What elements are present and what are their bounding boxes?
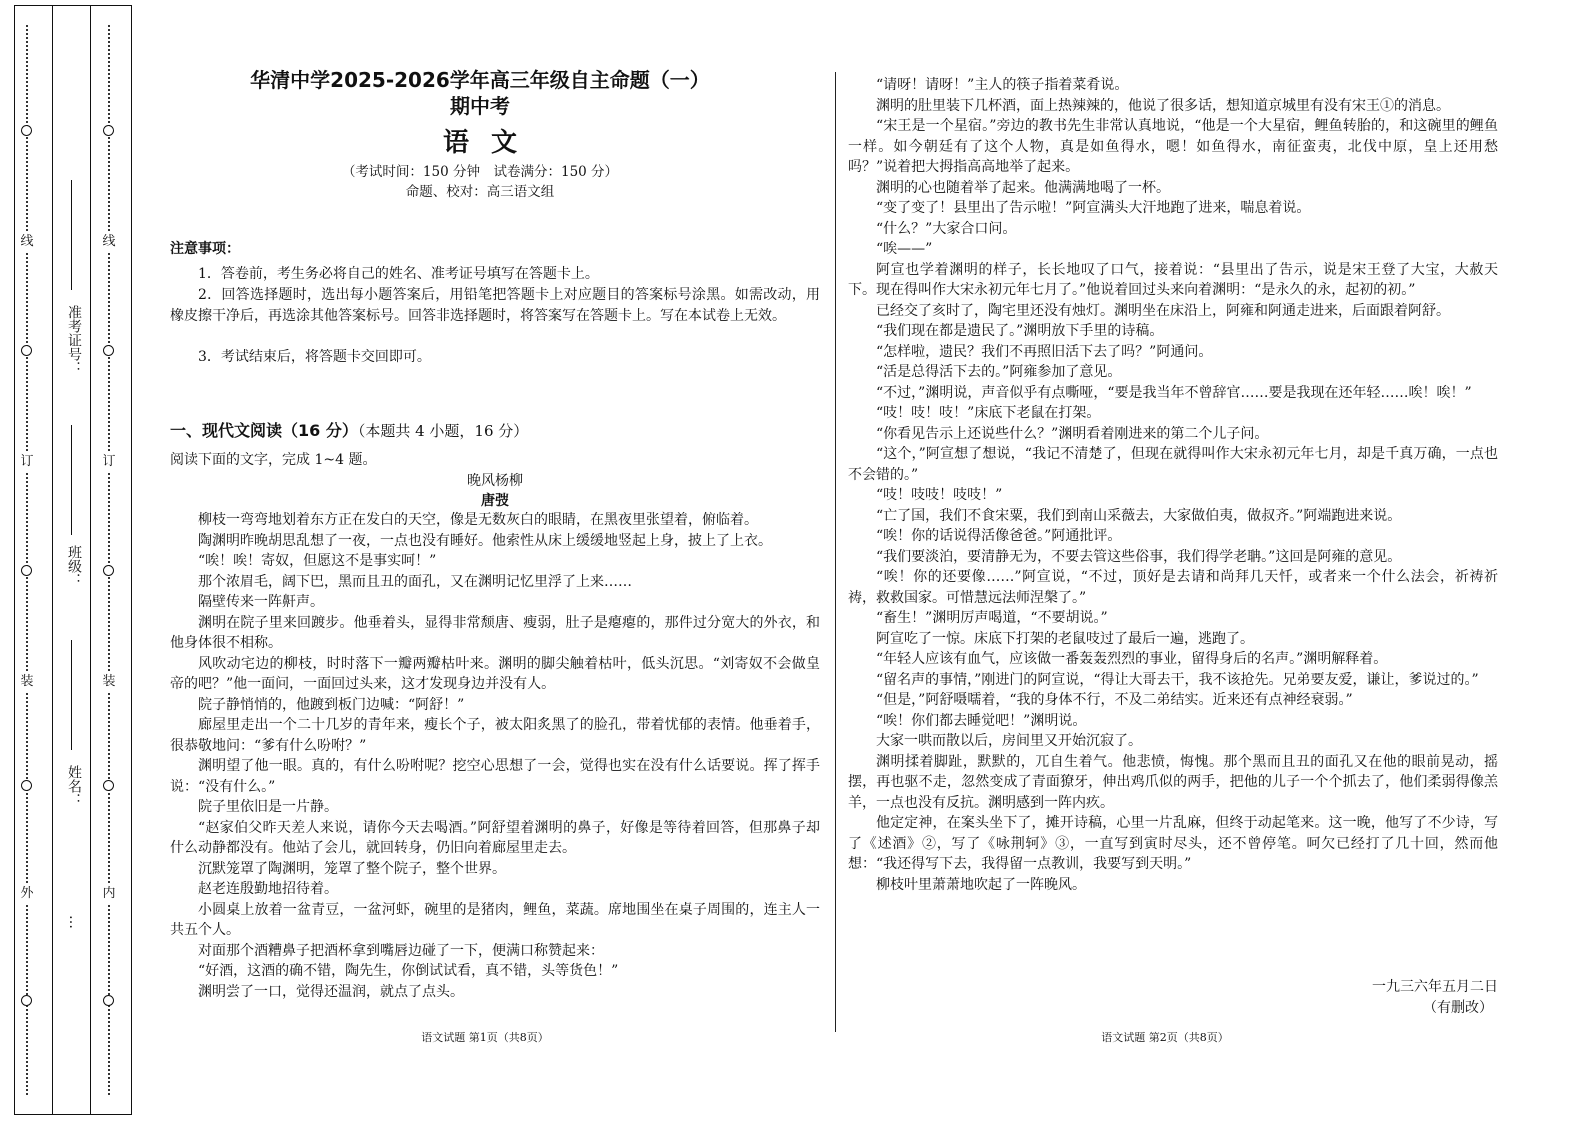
outer-mark-ding: 订 bbox=[20, 454, 34, 469]
story-paragraph: 廊屋里走出一个二十几岁的青年来，瘦长个子，被太阳炙黑了的脸孔，带着忧郁的表情。他垂着手，很恭敬地问：“爹有什么吩咐？” bbox=[170, 717, 820, 754]
story-paragraph: “不过，”渊明说，声音似乎有点嘶哑，“要是我当年不曾辞官……要是我现在还年轻……唉！唉！” bbox=[876, 384, 1472, 401]
inner-mark-xian: 线 bbox=[102, 234, 116, 249]
story-paragraph: 渊明的肚里装下几杯酒，面上热辣辣的，他说了很多话，想知道京城里有没有宋王①的消息。 bbox=[876, 97, 1450, 114]
story-paragraph: 阿宣也学着渊明的样子，长长地叹了口气，接着说：“县里出了告示，说是宋王登了大宝，大赦天下。现在得叫作大宋永初元年七月了。”他说着回过头来向着渊明：“是永久的永，起初的初。” bbox=[848, 261, 1498, 298]
story-paragraph: “但是，”阿舒嗫嚅着，“我的身体不行，不及二弟结实。近来还有点神经衰弱。” bbox=[876, 692, 1353, 708]
inner-dotted-line bbox=[108, 25, 110, 1095]
story-paragraph: “怎样啦，遗民？我们不再照旧活下去了吗？”阿通问。 bbox=[876, 343, 1213, 360]
notice-item: 3．考试结束后，将答题卡交回即可。 bbox=[198, 349, 431, 365]
story-paragraph: 渊明尝了一口，觉得还温润，就点了点头。 bbox=[198, 983, 464, 1000]
binding-circle bbox=[103, 780, 114, 791]
story-paragraph: “畜生！”渊明厉声喝道，“不要胡说。” bbox=[876, 610, 1108, 626]
story-author: 唐弢 bbox=[481, 493, 509, 509]
story-paragraph: “活是总得活下去的。”阿雍参加了意见。 bbox=[876, 364, 1122, 380]
time-info: （考试时间：150 分钟 试卷满分：150 分） bbox=[341, 164, 619, 180]
story-paragraph: 柳枝一弯弯地划着东方正在发白的天空，像是无数灰白的眼睛，在黑夜里张望着，俯临着。 bbox=[198, 512, 758, 528]
footer-page2: 语文试题 第2页（共8页） bbox=[1101, 1031, 1229, 1044]
story-paragraph: “赵家伯父昨天差人来说，请你今天去喝酒。”阿舒望着渊明的鼻子，好像是等待着回答，但那鼻子却什么动静都没有。他站了会儿，就回转身，仍旧向着廊屋里走去。 bbox=[170, 819, 820, 856]
story-paragraph: “这个，”阿宣想了想说，“我记不清楚了，但现在就得叫作大宋永初元年七月，却是千真万确，一点也不会错的。” bbox=[848, 446, 1498, 483]
story-paragraph: 渊明的心也随着举了起来。他满满地喝了一杯。 bbox=[876, 179, 1170, 196]
proposer-info: 命题、校对：高三语文组 bbox=[405, 184, 555, 200]
story-paragraph: “唉——” bbox=[876, 241, 933, 257]
story-paragraph: 对面那个酒糟鼻子把酒杯拿到嘴唇边碰了一下，便满口称赞起来： bbox=[198, 942, 604, 959]
outer-mark-wai: 外 bbox=[20, 886, 34, 901]
story-paragraph: “好酒，这酒的确不错，陶先生，你倒试试看，真不错，头等货色！” bbox=[198, 963, 619, 979]
notice-item: 2．回答选择题时，选出每小题答案后，用铅笔把答题卡上对应题目的答案标号涂黑。如需改动，用橡皮擦干净后，再选涂其他答案标号。回答非选择题时，将答案写在答题卡上。写在本试卷上无效。 bbox=[170, 287, 820, 324]
binding-ellipsis: … bbox=[66, 915, 82, 929]
school-title: 华清中学2025-2026学年高三年级自主命题（一） bbox=[250, 68, 710, 92]
story-paragraph: 小圆桌上放着一盆青豆，一盆河虾，碗里的是猪肉，鲤鱼，菜蔬。席地围坐在桌子周围的，连主人一共五个人。 bbox=[170, 901, 820, 938]
outer-dotted-line bbox=[26, 25, 28, 1095]
section-note: （本题共 4 小题，16 分） bbox=[357, 422, 529, 440]
exam-number-label: 准考证号： bbox=[66, 305, 82, 375]
story-paragraph: 阿宣吃了一惊。床底下打架的老鼠吱过了最后一遍，逃跑了。 bbox=[876, 630, 1254, 647]
class-line[interactable] bbox=[71, 425, 72, 535]
binding-circle bbox=[21, 345, 32, 356]
notice-heading: 注意事项： bbox=[170, 241, 240, 257]
name-label: 姓名： bbox=[66, 765, 82, 807]
name-line[interactable] bbox=[71, 640, 72, 750]
story-paragraph: 隔壁传来一阵鼾声。 bbox=[198, 594, 324, 610]
binding-circle bbox=[103, 565, 114, 576]
story-paragraph: 大家一哄而散以后，房间里又开始沉寂了。 bbox=[876, 733, 1142, 749]
story-paragraph: “唉！你的还要像……”阿宣说，“不过，顶好是去请和尚拜几天忏，或者来一个什么法会，祈祷祈祷，救救国家。可惜慧远法师涅槃了。” bbox=[848, 569, 1498, 606]
story-paragraph: “吱！吱吱！吱吱！” bbox=[876, 487, 1003, 503]
story-paragraph: “请呀！请呀！”主人的筷子指着菜肴说。 bbox=[876, 77, 1129, 93]
right-column-text bbox=[848, 75, 1498, 895]
outer-mark-zhuang: 装 bbox=[20, 674, 34, 689]
inner-mark-zhuang: 装 bbox=[102, 674, 116, 689]
story-paragraph: “我们现在都是遗民了。”渊明放下手里的诗稿。 bbox=[876, 323, 1164, 339]
binding-circle bbox=[21, 780, 32, 791]
story-paragraph: “唉！唉！寄奴，但愿这不是事实呵！” bbox=[198, 553, 437, 569]
story-paragraph: “唉！你的话说得活像爸爸。”阿通批评。 bbox=[876, 528, 1122, 544]
story-paragraph: “你看见告示上还说些什么？”渊明看着刚进来的第二个儿子问。 bbox=[876, 425, 1269, 442]
story-paragraph: “宋王是一个星宿。”旁边的教书先生非常认真地说，“他是一个大星宿，鲤鱼转胎的，和这碗里的鲤鱼一样。如今朝廷有了这个人物，真是如鱼得水，嗯！如鱼得水，南征蛮夷，北伐中原，皇上还用愁吗？”说着把大拇指高高地举了起来。 bbox=[848, 118, 1498, 175]
notice-item: 1．答卷前，考生务必将自己的姓名、准考证号填写在答题卡上。 bbox=[198, 266, 599, 282]
class-label: 班级： bbox=[66, 545, 82, 587]
binding-circle bbox=[21, 125, 32, 136]
story-paragraph: 沉默笼罩了陶渊明，笼罩了整个院子，整个世界。 bbox=[198, 860, 506, 877]
story-paragraph: “什么？”大家合口问。 bbox=[876, 220, 1017, 237]
story-paragraph: 他定定神，在案头坐下了，摊开诗稿，心里一片乱麻，但终于动起笔来。这一晚，他写了不少诗，写了《述酒》②，写了《咏荆轲》③，一直写到寅时尽头，还不曾停笔。呵欠已经打了几十回，然而他想：“我还得写下去，我得留一点教训，我要写到天明。” bbox=[848, 815, 1498, 872]
story-paragraph: “唉！你们都去睡觉吧！”渊明说。 bbox=[876, 712, 1087, 729]
binding-circle bbox=[103, 995, 114, 1006]
binding-circle bbox=[103, 345, 114, 356]
story-paragraph: 柳枝叶里萧萧地吹起了一阵晚风。 bbox=[876, 876, 1086, 893]
story-paragraph: 院子里依旧是一片静。 bbox=[198, 799, 338, 815]
binding-strip bbox=[14, 5, 132, 1115]
story-paragraph: 院子静悄悄的，他踱到板门边喊：“阿舒！” bbox=[198, 696, 465, 713]
story-paragraph: “吱！吱！吱！”床底下老鼠在打架。 bbox=[876, 405, 1101, 421]
story-paragraph: 已经交了亥时了，陶宅里还没有烛灯。渊明坐在床沿上，阿雍和阿通走进来，后面跟着阿舒。 bbox=[876, 302, 1450, 319]
story-paragraph: 渊明在院子里来回踱步。他垂着头，显得非常颓唐、瘦弱，肚子是瘪瘪的，那件过分宽大的外衣，和他身体很不相称。 bbox=[170, 614, 820, 651]
footer-page1: 语文试题 第1页（共8页） bbox=[421, 1031, 549, 1044]
story-paragraph: “变了变了！县里出了告示啦！”阿宣满头大汗地跑了进来，喘息着说。 bbox=[876, 200, 1311, 216]
story-paragraph: 陶渊明昨晚胡思乱想了一夜，一点也没有睡好。他索性从床上缓缓地竖起上身，披上了上衣。 bbox=[198, 532, 772, 549]
left-column-text bbox=[170, 510, 820, 1002]
exam-number-line[interactable] bbox=[71, 180, 72, 290]
section-title: 一、现代文阅读（16 分） bbox=[170, 421, 358, 440]
inner-mark-ding: 订 bbox=[102, 454, 116, 469]
outer-mark-xian: 线 bbox=[20, 234, 34, 249]
story-paragraph: 渊明望了他一眼。真的，有什么吩咐呢？挖空心思想了一会，觉得也实在没有什么话要说。挥了挥手说：“没有什么。” bbox=[170, 758, 820, 795]
binding-divider-left bbox=[52, 5, 53, 1115]
story-paragraph: “留名声的事情，”刚进门的阿宣说，“得让大哥去干，我不该抢先。兄弟要友爱，谦让，爹说过的。” bbox=[876, 671, 1479, 688]
story-title: 晚风杨柳 bbox=[467, 473, 523, 489]
binding-circle bbox=[103, 125, 114, 136]
section-heading bbox=[170, 418, 528, 441]
reading-instruction: 阅读下面的文字，完成 1~4 题。 bbox=[170, 452, 377, 468]
story-paragraph: “我们要淡泊，要清静无为，不要去管这些俗事，我们得学老聃。”这回是阿雍的意见。 bbox=[876, 548, 1402, 565]
story-paragraph: 风吹动宅边的柳枝，时时落下一瓣两瓣枯叶来。渊明的脚尖触着枯叶，低头沉思。“刘寄奴不会做皇帝的吧？”他一面问，一面回过头来，这才发现身边并没有人。 bbox=[170, 655, 820, 692]
inner-mark-nei: 内 bbox=[102, 886, 116, 901]
subject-title: 语文 bbox=[442, 128, 539, 158]
column-separator bbox=[835, 72, 836, 1032]
story-paragraph: 渊明揉着脚趾，默默的，兀自生着气。他悲愤，悔愧。那个黑而且丑的面孔又在他的眼前晃动，摇摆，再也驱不走，忽然变成了青面獠牙，伸出鸡爪似的两手，把他的儿子一个个抓去了，他们柔弱得像羔羊，一点也没有反抗。渊明感到一阵内疚。 bbox=[848, 753, 1498, 811]
story-paragraph: 那个浓眉毛，阔下巴，黑而且丑的面孔，又在渊明记忆里浮了上来…… bbox=[198, 573, 632, 590]
story-paragraph: 赵老连殷勤地招待着。 bbox=[198, 881, 338, 897]
story-date: 一九三六年五月二日 bbox=[1372, 979, 1498, 995]
binding-circle bbox=[21, 565, 32, 576]
binding-circle bbox=[21, 995, 32, 1006]
binding-divider-right bbox=[90, 5, 91, 1115]
story-paragraph: “亡了国，我们不食宋粟，我们到南山采薇去，大家做伯夷，做叔齐。”阿端跑进来说。 bbox=[876, 507, 1402, 524]
story-paragraph: “年轻人应该有血气，应该做一番轰轰烈烈的事业，留得身后的名声。”渊明解释着。 bbox=[876, 651, 1388, 667]
story-note: （有删改） bbox=[1423, 1000, 1493, 1016]
exam-title: 期中考 bbox=[450, 94, 510, 118]
